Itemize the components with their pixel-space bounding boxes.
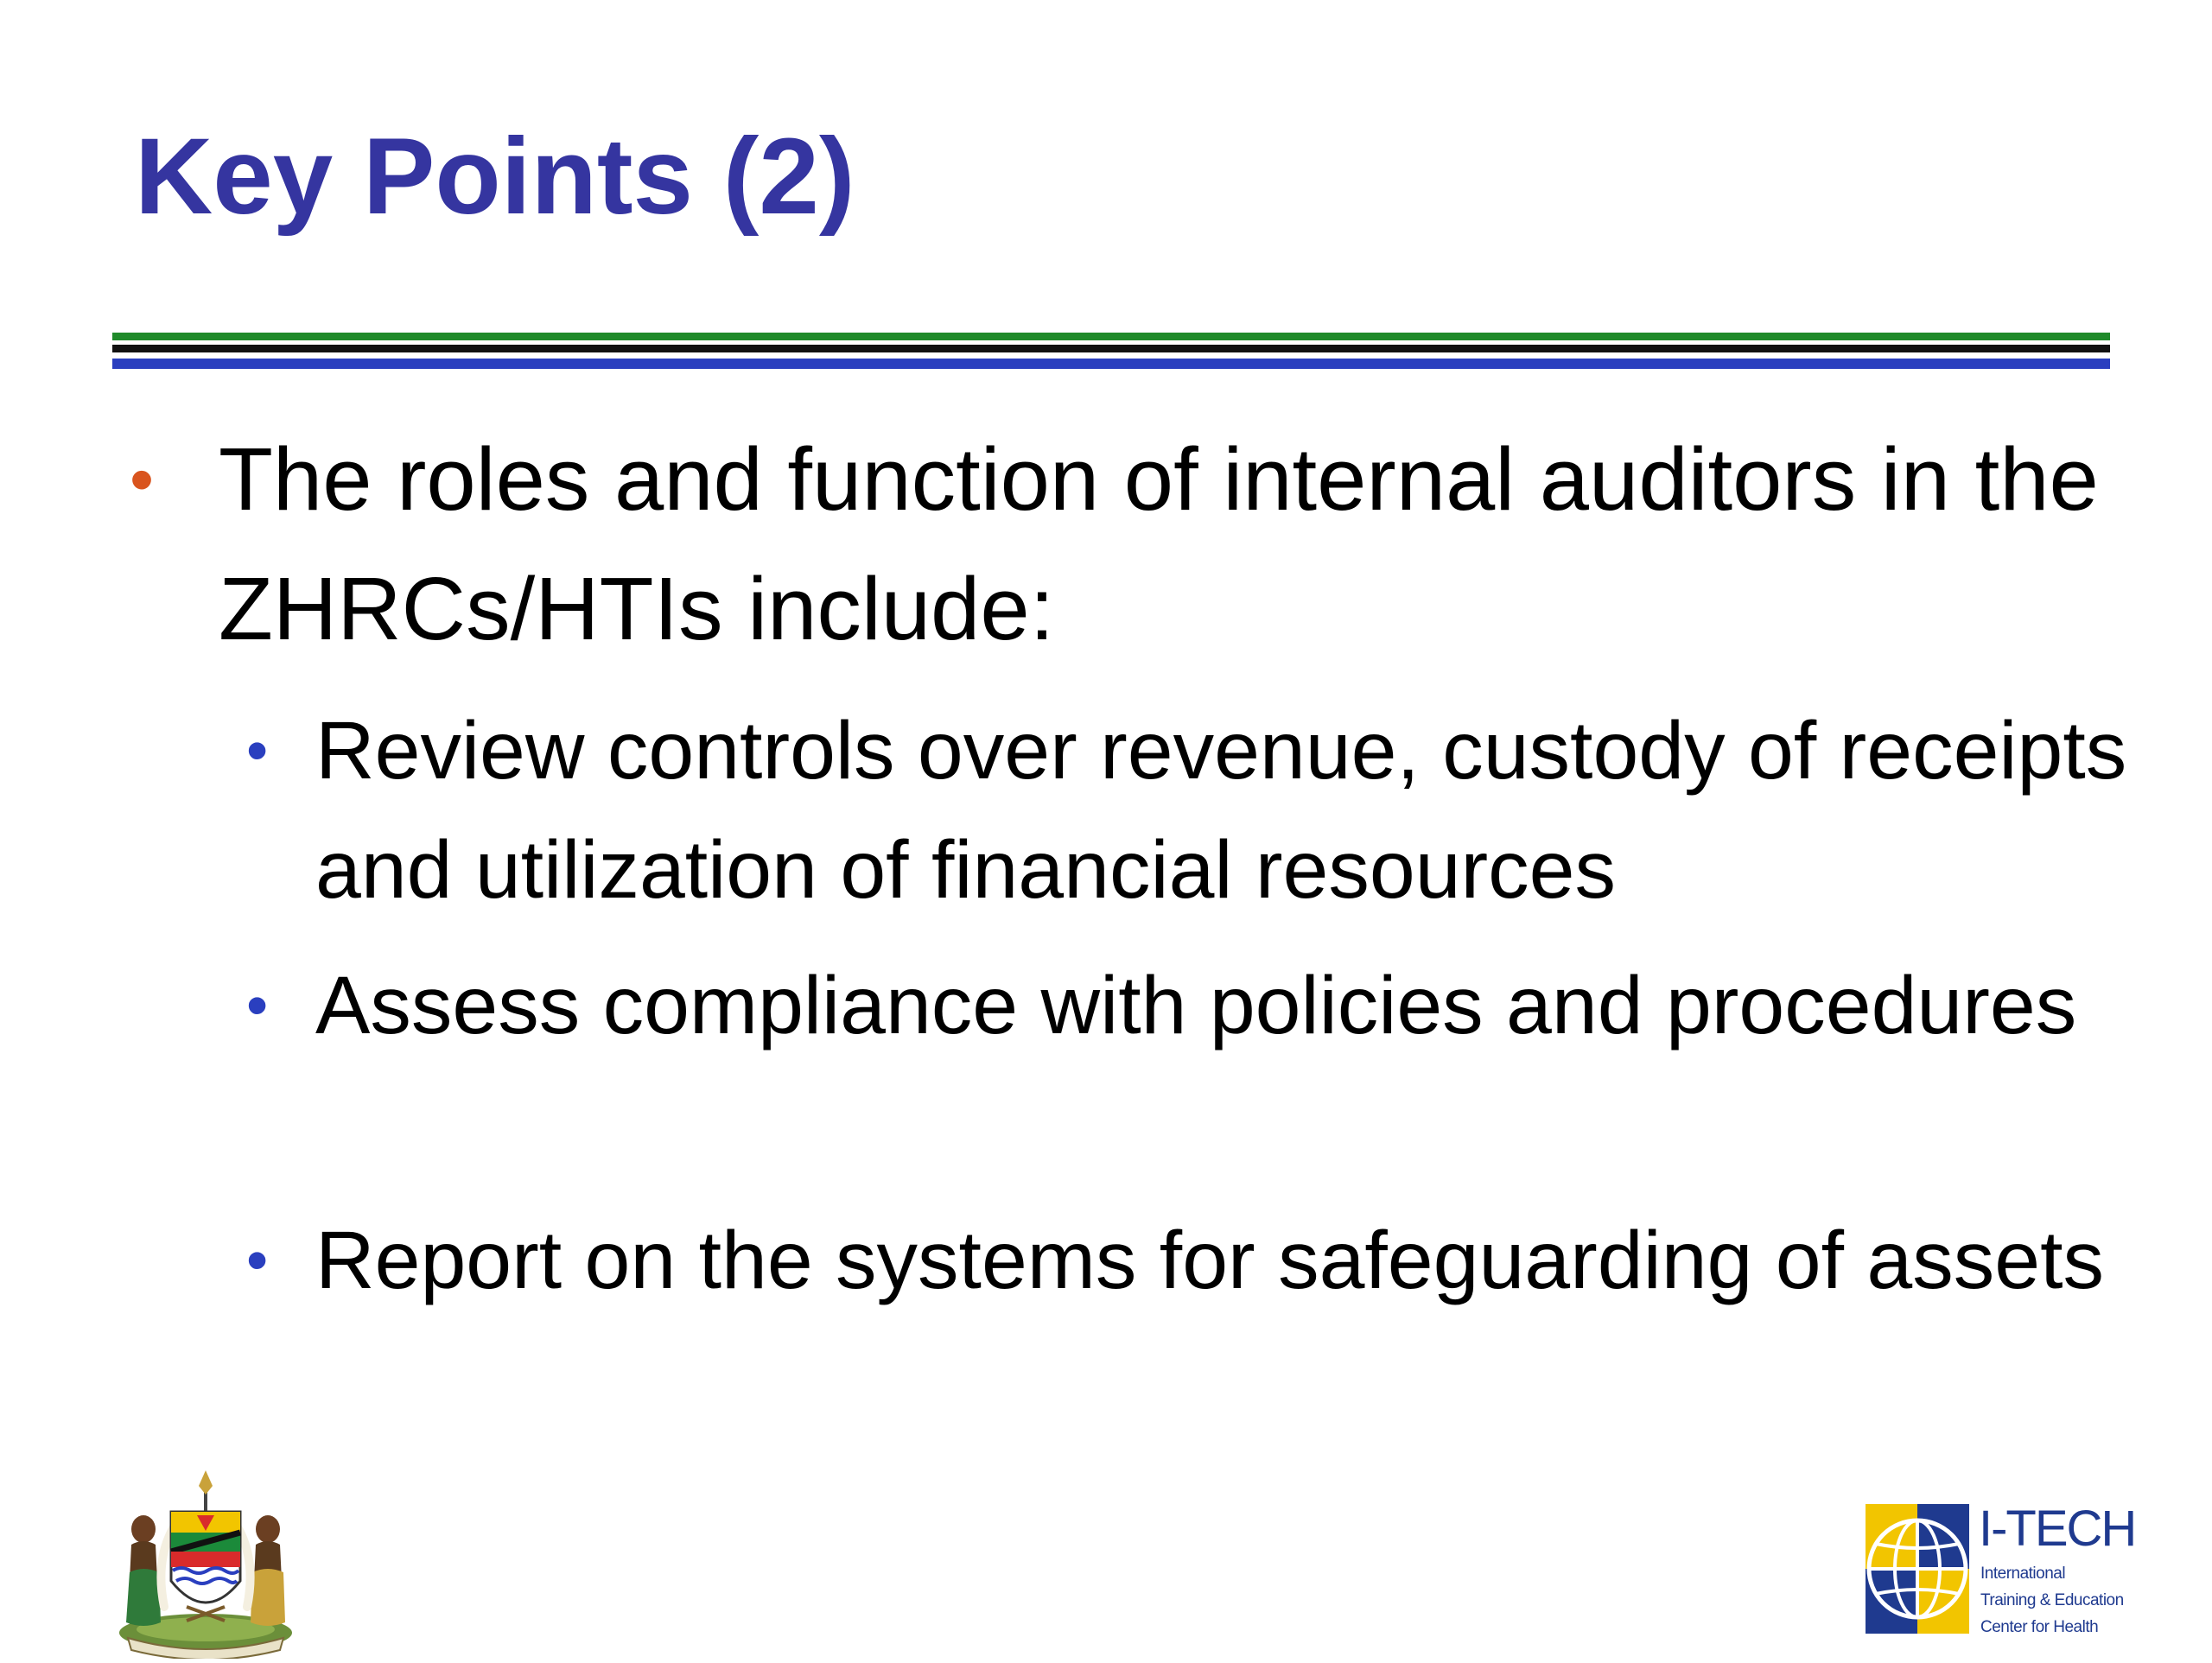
sub-bullet-text: Report on the systems for safeguarding of assets bbox=[315, 1215, 2104, 1306]
itech-subtitle-line: Center for Health bbox=[1980, 1618, 2099, 1636]
sub-bullet-text: Review controls over revenue, custody of receipts and utilization of financial resources bbox=[315, 705, 2127, 916]
tanzania-coat-of-arms-icon bbox=[111, 1469, 301, 1659]
bullet-marker: • bbox=[130, 441, 155, 517]
divider-blue bbox=[112, 359, 2110, 369]
itech-logo bbox=[1862, 1499, 2139, 1650]
itech-subtitle-line: Training & Education bbox=[1980, 1591, 2124, 1609]
bullet-text: The roles and function of internal auditors in the ZHRCs/HTIs include: bbox=[219, 429, 2099, 658]
itech-wordmark: I-TECH bbox=[1979, 1501, 2136, 1557]
itech-globe-logo-icon bbox=[1862, 1499, 1973, 1637]
sub-bullet-marker: • bbox=[246, 971, 269, 1040]
sub-bullet-marker: • bbox=[246, 716, 269, 785]
sub-bullet-marker: • bbox=[246, 1226, 269, 1295]
sub-bullet-text: Assess compliance with policies and procedures bbox=[315, 960, 2077, 1051]
slide-title: Key Points (2) bbox=[135, 117, 855, 237]
divider-black bbox=[112, 345, 2110, 352]
divider-green bbox=[112, 333, 2110, 340]
itech-subtitle-line: International bbox=[1980, 1565, 2066, 1583]
